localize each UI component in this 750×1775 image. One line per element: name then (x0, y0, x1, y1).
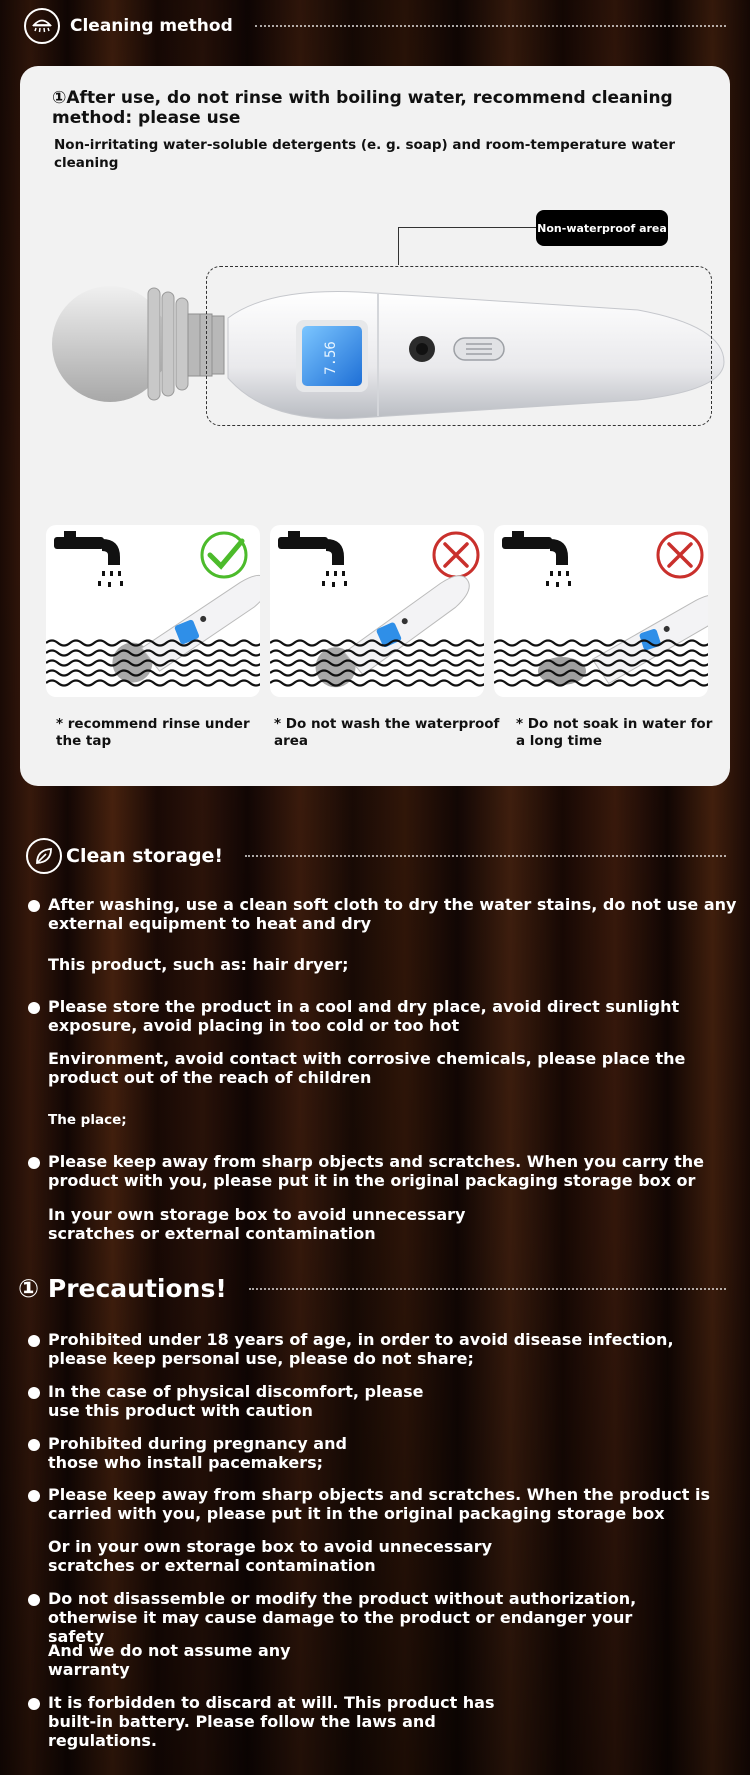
bullet-icon (28, 1439, 40, 1451)
bullet-icon (28, 1002, 40, 1014)
screen-value: 7.56 (323, 341, 339, 375)
leaf-icon (26, 838, 62, 874)
bullet-icon (28, 1594, 40, 1606)
precautions-heading (18, 1274, 726, 1303)
bullet-icon (28, 1698, 40, 1710)
heading-divider (249, 1288, 726, 1290)
callout-line-vertical (398, 227, 399, 265)
bullet-icon (28, 900, 40, 912)
cleaning-title: ①After use, do not rinse with boiling water, recommend cleaning method: please use (52, 88, 673, 128)
bullet-icon (28, 1335, 40, 1347)
cleaning-subtitle: Non-irritating water-soluble detergents (e. g. soap) and room-temperature water cleaning (54, 137, 676, 171)
precaution-item (48, 1330, 738, 1368)
panel-rinse (46, 525, 260, 697)
storage-item-continued: In your own storage box to avoid unnecessary scratches or external contamination (48, 1205, 466, 1243)
bullet-icon (28, 1490, 40, 1502)
storage-item-text: After washing, use a clean soft cloth to dry the water stains, do not use any external equipment to heat and dry (48, 895, 737, 933)
precaution-item-text: Please keep away from sharp objects and scratches. When the product is carried with you, please put it in the original packaging storage box (48, 1485, 710, 1523)
cross-icon (434, 533, 478, 577)
tap-icon (502, 531, 568, 565)
heading-divider (245, 855, 726, 857)
cross-icon (658, 533, 702, 577)
caption-rinse: * recommend rinse under the tap (56, 716, 250, 749)
panel-soak (494, 525, 708, 697)
precaution-item-text: Do not disassemble or modify the product without authorization, otherwise it may cause damage to the product or endanger your safety (48, 1589, 637, 1646)
bullet-icon (28, 1387, 40, 1399)
cleaning-heading (24, 8, 726, 44)
precaution-item-text: Prohibited under 18 years of age, in order to avoid disease infection, please keep personal use, please do not share; (48, 1330, 674, 1368)
bullet-icon (28, 1157, 40, 1169)
precaution-item-continued: And we do not assume any warranty (48, 1641, 291, 1679)
caption-waterproof-area: * Do not wash the waterproof area (274, 716, 500, 749)
storage-item-text: Please keep away from sharp objects and scratches. When you carry the product with you, please put it in the original packaging storage box or (48, 1152, 704, 1190)
precaution-item-text: It is forbidden to discard at will. This product has built-in battery. Please follow the laws and regulations. (48, 1693, 495, 1750)
storage-item-continued: Environment, avoid contact with corrosive chemicals, please place the product out of the reach of children (48, 1049, 686, 1087)
storage-item-continued: This product, such as: hair dryer; (48, 955, 349, 974)
precaution-item-text: In the case of physical discomfort, please use this product with caution (48, 1382, 424, 1420)
precaution-item-continued: Or in your own storage box to avoid unnecessary scratches or external contamination (48, 1537, 493, 1575)
cleaning-heading-text: Cleaning method (70, 16, 233, 36)
storage-item-text: Please store the product in a cool and dry place, avoid direct sunlight exposure, avoid placing in too cold or too hot (48, 997, 680, 1035)
shower-icon (24, 8, 60, 44)
precaution-item (48, 1382, 428, 1420)
storage-item (48, 1152, 738, 1190)
nonwaterproof-label: Non-waterproof area (536, 210, 668, 246)
tap-icon (54, 531, 120, 565)
precaution-item (48, 1693, 538, 1750)
nonwaterproof-area (206, 266, 712, 426)
panel-waterproof-area (270, 525, 484, 697)
storage-item-continued: The place; (48, 1112, 127, 1128)
callout-line (398, 227, 536, 228)
precaution-item (48, 1434, 388, 1472)
storage-heading (24, 838, 726, 874)
storage-item (48, 997, 738, 1035)
heading-divider (255, 25, 726, 27)
storage-heading-text: Clean storage! (66, 845, 224, 867)
check-icon (202, 533, 246, 577)
caption-soak: * Do not soak in water for a long time (516, 716, 713, 749)
cleaning-card (20, 66, 730, 786)
tap-icon (278, 531, 344, 565)
precautions-heading-text: ① Precautions! (18, 1274, 227, 1303)
precaution-item (48, 1485, 738, 1523)
storage-item (48, 895, 738, 933)
precaution-item (48, 1589, 688, 1646)
precaution-item-text: Prohibited during pregnancy and those who install pacemakers; (48, 1434, 347, 1472)
